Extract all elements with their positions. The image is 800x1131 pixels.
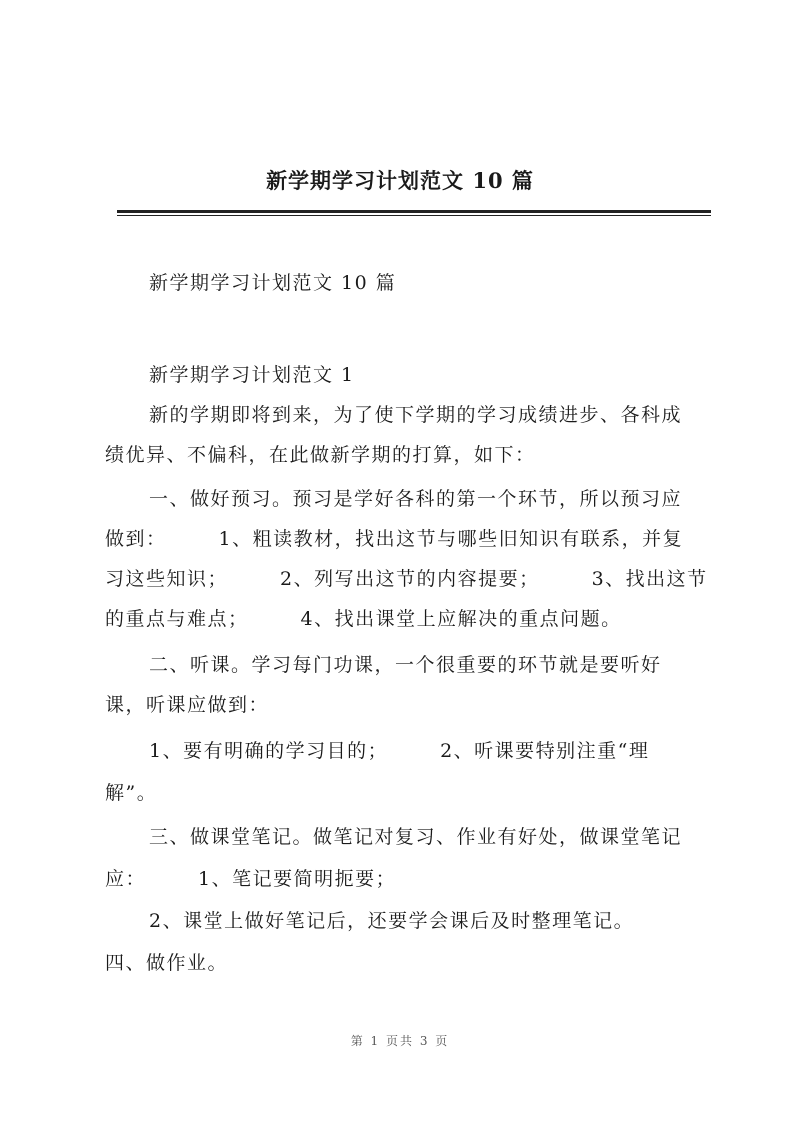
paragraph-line: 1、要有明确的学习目的； 2、听课要特别注重“理 xyxy=(149,740,650,762)
paragraph-line: 二、听课。学习每门功课，一个很重要的环节就是要听好 xyxy=(149,654,662,676)
paragraph-line: 解”。 xyxy=(105,782,158,804)
paragraph-line: 新的学期即将到来，为了使下学期的学习成绩进步、各科成 xyxy=(149,404,683,426)
paragraph-line: 三、做课堂笔记。做笔记对复习、作业有好处，做课堂笔记 xyxy=(149,826,683,848)
header-divider xyxy=(117,210,711,213)
paragraph-line: 应： 1、笔记要简明扼要； xyxy=(105,868,397,890)
paragraph-line: 四、做作业。 xyxy=(105,952,229,974)
page-number: 第 1 页共 3 页 xyxy=(350,1034,450,1048)
paragraph-line: 的重点与难点； 4、找出课堂上应解决的重点问题。 xyxy=(105,608,622,630)
doc-subtitle: 新学期学习计划范文 10 篇 xyxy=(149,272,397,294)
paragraph-line: 习这些知识； 2、列写出这节的内容提要； 3、找出这节 xyxy=(105,568,708,590)
page-title: 新学期学习计划范文 10 篇 xyxy=(266,168,534,193)
paragraph-line: 绩优异、不偏科，在此做新学期的打算，如下： xyxy=(105,444,536,466)
section-heading: 新学期学习计划范文 1 xyxy=(149,364,355,386)
paragraph-line: 课，听课应做到： xyxy=(105,694,270,716)
paragraph-line: 做到： 1、粗读教材，找出这节与哪些旧知识有联系，并复 xyxy=(105,528,684,550)
paragraph-line: 一、做好预习。预习是学好各科的第一个环节，所以预习应 xyxy=(149,488,683,510)
paragraph-line: 2、课堂上做好笔记后，还要学会课后及时整理笔记。 xyxy=(149,910,635,932)
